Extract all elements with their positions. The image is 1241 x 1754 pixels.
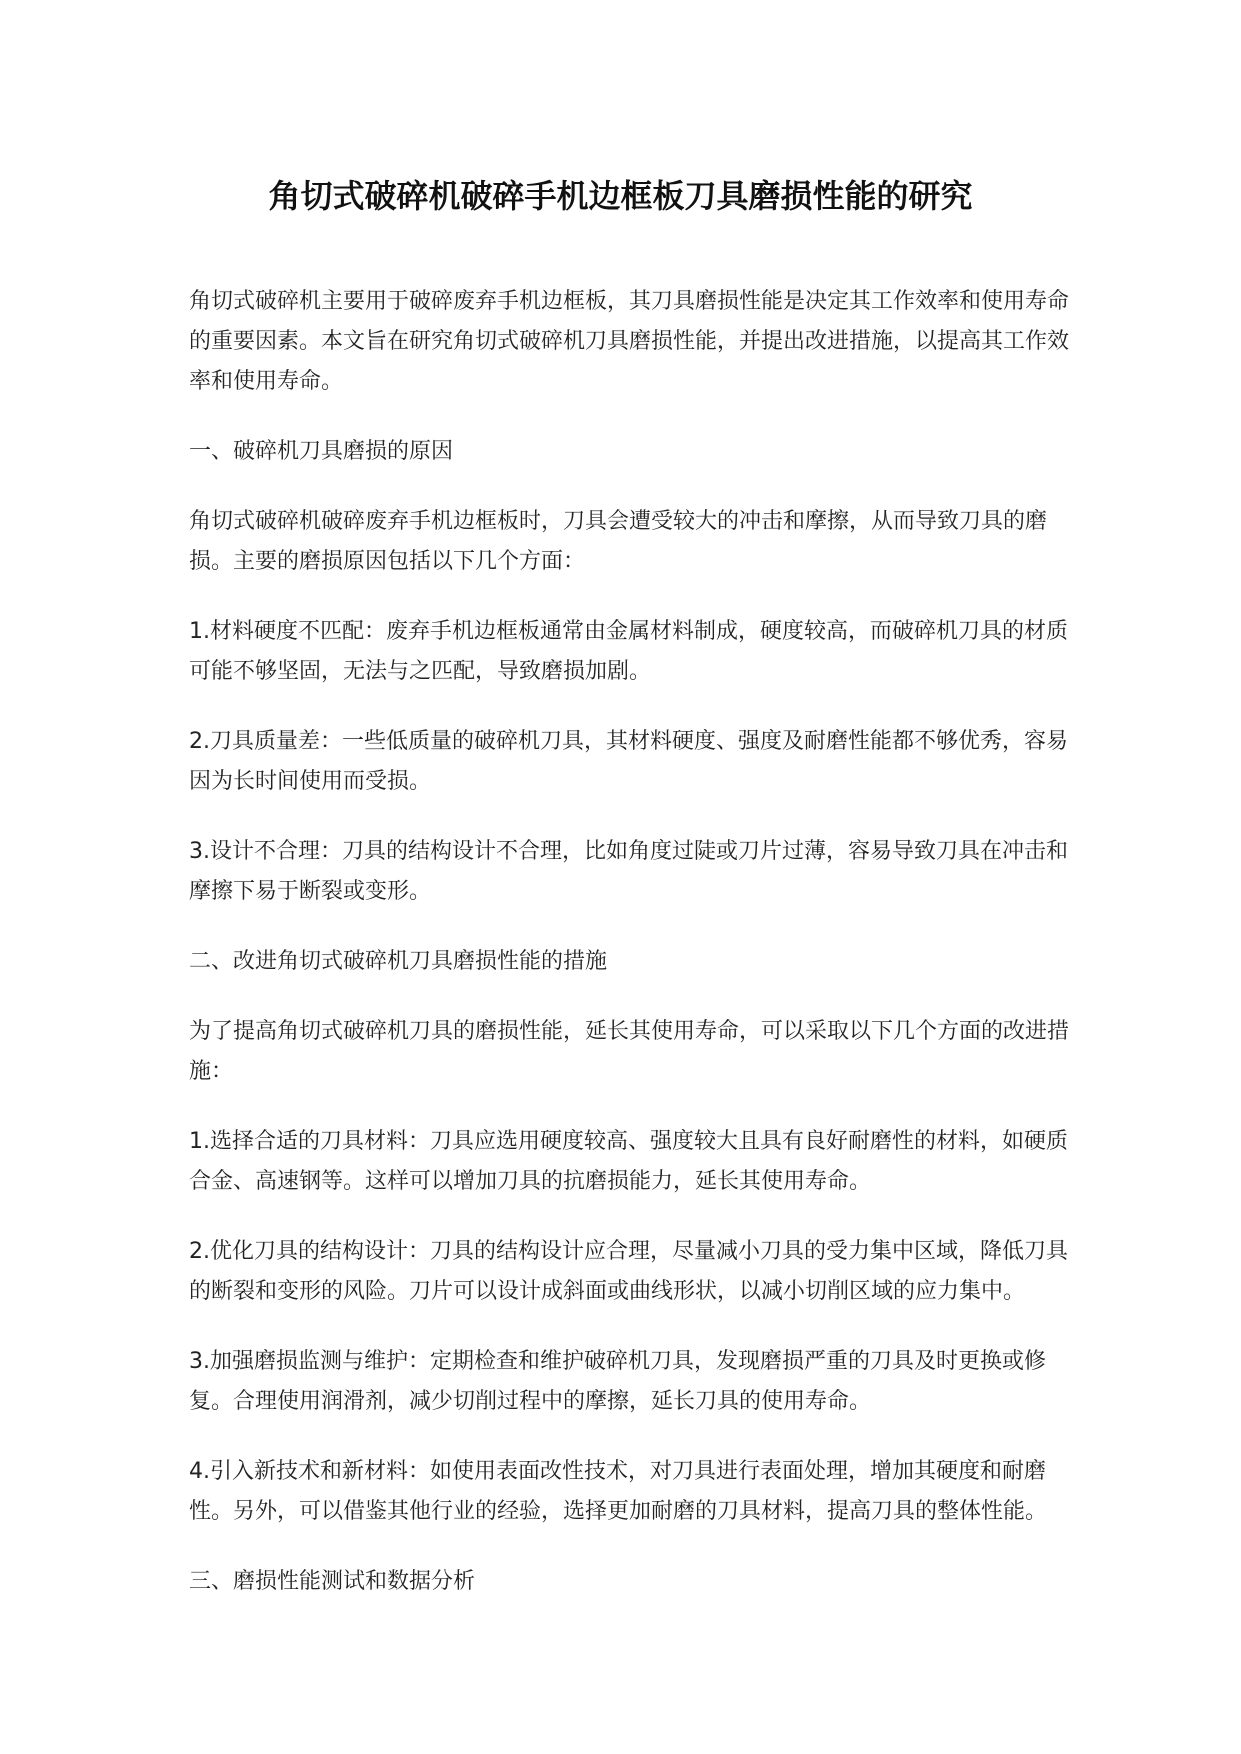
measures-intro-paragraph: 为了提高角切式破碎机刀具的磨损性能，延长其使用寿命，可以采取以下几个方面的改进措施： <box>189 1019 1070 1084</box>
cause-item-1: 1.材料硬度不匹配：废弃手机边框板通常由金属材料制成，硬度较高，而破碎机刀具的材质可能不够坚固，无法与之匹配，导致磨损加剧。 <box>189 619 1068 684</box>
measure-item-1: 1.选择合适的刀具材料：刀具应选用硬度较高、强度较大且具有良好耐磨性的材料，如硬质合金、高速钢等。这样可以增加刀具的抗磨损能力，延长其使用寿命。 <box>189 1129 1068 1194</box>
causes-intro-paragraph: 角切式破碎机破碎废弃手机边框板时，刀具会遭受较大的冲击和摩擦，从而导致刀具的磨损。主要的磨损原因包括以下几个方面： <box>189 509 1048 574</box>
section-heading-measures: 二、改进角切式破碎机刀具磨损性能的措施 <box>189 949 608 974</box>
measure-item-4: 4.引入新技术和新材料：如使用表面改性技术，对刀具进行表面处理，增加其硬度和耐磨性。另外，可以借鉴其他行业的经验，选择更加耐磨的刀具材料，提高刀具的整体性能。 <box>189 1459 1048 1524</box>
section-heading-causes: 一、破碎机刀具磨损的原因 <box>189 439 454 464</box>
cause-item-2: 2.刀具质量差：一些低质量的破碎机刀具，其材料硬度、强度及耐磨性能都不够优秀，容易因为长时间使用而受损。 <box>189 729 1068 794</box>
cause-item-3: 3.设计不合理：刀具的结构设计不合理，比如角度过陡或刀片过薄，容易导致刀具在冲击和摩擦下易于断裂或变形。 <box>189 839 1068 904</box>
section-heading-testing: 三、磨损性能测试和数据分析 <box>189 1569 476 1594</box>
document-body <box>189 282 1089 1632</box>
measure-item-3: 3.加强磨损监测与维护：定期检查和维护破碎机刀具，发现磨损严重的刀具及时更换或修复。合理使用润滑剂，减少切削过程中的摩擦，延长刀具的使用寿命。 <box>189 1349 1046 1414</box>
document-title: 角切式破碎机破碎手机边框板刀具磨损性能的研究 <box>268 177 973 215</box>
measure-item-2: 2.优化刀具的结构设计：刀具的结构设计应合理，尽量减小刀具的受力集中区域，降低刀具的断裂和变形的风险。刀片可以设计成斜面或曲线形状，以减小切削区域的应力集中。 <box>189 1239 1068 1304</box>
intro-paragraph: 角切式破碎机主要用于破碎废弃手机边框板，其刀具磨损性能是决定其工作效率和使用寿命的重要因素。本文旨在研究角切式破碎机刀具磨损性能，并提出改进措施，以提高其工作效率和使用寿命。 <box>189 289 1070 394</box>
